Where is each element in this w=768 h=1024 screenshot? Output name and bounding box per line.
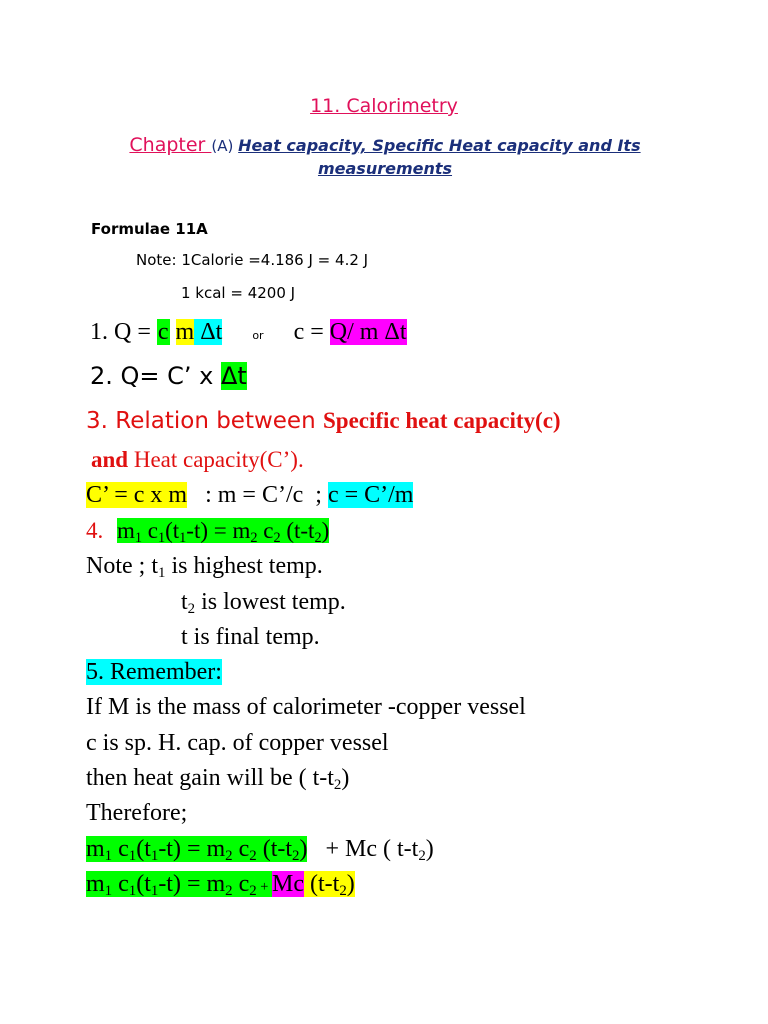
calorie-note: Note: 1Calorie =4.186 J = 4.2 J <box>136 251 369 269</box>
formula-1-m: m <box>175 319 195 345</box>
formula-1-or: or <box>252 329 264 342</box>
final-equation-2 <box>86 871 355 898</box>
final-equation-1-highlight: $m_1$ $c_1(t_1-t) = m_2$ $c_2$ $(t-t_2)$ <box>86 836 308 865</box>
formulae-heading: Formulae 11A <box>91 220 208 238</box>
formula-4 <box>86 518 329 544</box>
formula-1-dt: Δt <box>194 319 223 345</box>
remember-heading: 5. Remember: <box>86 659 222 685</box>
remember-line-2: c is sp. H. cap. of copper vessel <box>86 730 389 756</box>
formula-4-equation: $m_1$ $c_1(t_1-t) = m_2$ $c_2$ $(t-t_2)$ <box>117 518 330 546</box>
chapter-heading <box>60 134 710 181</box>
formula-1-rhs: Q/ m Δt <box>329 319 407 345</box>
note-final-temp: t is final temp. <box>181 624 320 650</box>
formula-1 <box>90 319 407 346</box>
formula-1-space <box>170 319 176 345</box>
formula-2-dt: Δt <box>221 362 247 390</box>
note-highest-temp: Note ; $t_1$ is highest temp. <box>86 553 323 582</box>
formula-2-start: 2. Q= C’ x <box>90 362 222 390</box>
relation-part-3: c = C’/m <box>327 482 414 508</box>
formula-3-continued <box>91 447 304 473</box>
formula-1-c-eq: c = <box>293 319 330 345</box>
final-equation-2-left: $m_1$ $c_1(t_1-t) = m_2$ $c_2$ + <box>86 871 273 900</box>
remember-line-3: then heat gain will be ( $t-t_2$) <box>86 765 350 794</box>
formula-2 <box>90 362 247 390</box>
formula-1-c: c <box>157 319 169 345</box>
formula-3-bold: Specific heat capacity(c) <box>322 408 561 433</box>
formula-1-start: 1. Q = <box>90 319 157 345</box>
formula-4-number: 4. <box>86 518 109 543</box>
heat-capacity-relation <box>86 482 413 509</box>
chapter-prefix: (A) <box>211 137 239 155</box>
therefore-line: Therefore; <box>86 800 188 826</box>
formula-3-start: 3. Relation between <box>86 408 323 434</box>
formula-3-rest: Heat capacity(C’). <box>128 447 304 472</box>
kcal-note: 1 kcal = 4200 J <box>181 284 296 302</box>
final-equation-2-right: $(t-t_2)$ <box>304 871 355 900</box>
note-lowest-temp: $t_2$ is lowest temp. <box>181 589 346 618</box>
remember-line-1: If M is the mass of calorimeter -copper vessel <box>86 694 526 720</box>
formula-3 <box>86 408 561 435</box>
formula-3-and: and <box>91 447 129 472</box>
chapter-label: Chapter <box>129 134 212 156</box>
chapter-subtitle: Heat capacity, Specific Heat capacity and Its measurements <box>238 136 641 178</box>
page-title: 11. Calorimetry <box>310 95 458 117</box>
relation-part-1: C’ = c x m <box>86 482 188 508</box>
final-equation-1: $m_1$ $c_1(t_1-t) = m_2$ $c_2$ $(t-t_2) + Mc$ ( $t-t_2$) <box>86 836 434 865</box>
final-equation-2-mc: Mc <box>272 871 305 897</box>
relation-part-2: : m = C’/c ; <box>187 482 328 508</box>
